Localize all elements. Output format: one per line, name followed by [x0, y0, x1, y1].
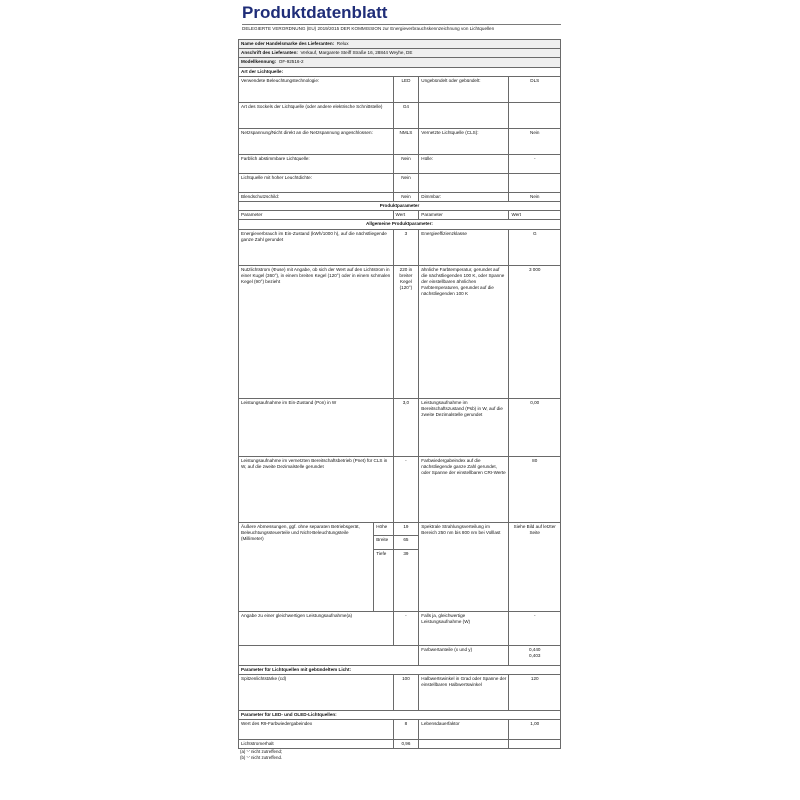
- type-row: [239, 102, 561, 128]
- led-header: Parameter für LED- und OLED-Lichtquellen:: [239, 710, 561, 719]
- led-label: [419, 740, 509, 749]
- type-header-row: [239, 67, 561, 76]
- column-header: Parameter: [239, 211, 394, 220]
- param-label: ähnliche Farbtemperatur, gerundet auf die nächstliegenden 100 K, oder Spanne der einstellbaren ähnlichen Farbtemperaturen, gerundet auf die nächstliegenden 100 K: [419, 265, 509, 398]
- directional-header-row: [239, 665, 561, 674]
- column-header: Wert: [393, 211, 419, 220]
- led-row: [239, 740, 561, 749]
- peak-intensity-label: Spitzenlichtstärke (cd): [239, 674, 394, 710]
- general-row: [239, 265, 561, 398]
- led-row: [239, 720, 561, 740]
- supplier-row: [239, 40, 561, 49]
- type-row: [239, 76, 561, 102]
- beam-angle-value: 120: [509, 674, 561, 710]
- type-row: [239, 154, 561, 173]
- led-value: 0,96: [393, 740, 419, 749]
- param-value: 220 in breiter Kegel (120°): [393, 265, 419, 398]
- led-label: Wert des R9-Farbwiedergabeindex: [239, 720, 394, 740]
- spectral-label: Spektrale Strahlungsverteilung im Bereich 250 nm bis 800 nm bei Volllast: [419, 522, 509, 611]
- general-header: Allgemeine Produktparameter:: [239, 220, 561, 229]
- type-label: [419, 102, 509, 128]
- equivalent-row: [239, 611, 561, 645]
- led-label: Lichtstromerhalt: [239, 740, 394, 749]
- address-row: [239, 49, 561, 58]
- led-value: 8: [393, 720, 419, 740]
- dimension-name: Höhe: [374, 522, 393, 536]
- supplier-label: Name oder Handelsmarke des Lieferanten:: [241, 41, 335, 46]
- param-value: G: [509, 229, 561, 265]
- dimensions-label: Äußere Abmessungen, ggf. ohne separaten Betriebsgerät, Beleuchtungssteuerteile und Nicht-Beleuchtungsteile (Millimeter): [239, 522, 374, 611]
- led-value: 1,00: [509, 720, 561, 740]
- param-label: Leistungsaufnahme im Ein-Zustand (Pon) in W: [239, 398, 394, 456]
- footnote: (a) '-' nicht zutreffend;: [240, 749, 283, 755]
- type-label: Lichtquelle mit hoher Leuchtdichte:: [239, 173, 394, 192]
- param-value: -: [393, 456, 419, 522]
- type-label: Blendschutzschild:: [239, 192, 394, 201]
- address-value: Verkauf, Margarete Steiff Straße 16, 28844 Weyhe, DE: [300, 50, 413, 56]
- type-value: G4: [393, 102, 419, 128]
- equivalent-value: -: [393, 611, 419, 645]
- param-value: 3: [393, 229, 419, 265]
- param-label: Nutzlichtstrom (Φuse) mit Angabe, ob sich der Wert auf den Lichtstrom in einer Kugel (360°), in einem breiten Kegel (120°) oder in einem schmalen Kegel (90°) bezieht: [239, 265, 394, 398]
- type-label: Art des Sockels der Lichtquelle (oder andere elektrische Schnittstelle): [239, 102, 394, 128]
- type-header: Art der Lichtquelle:: [239, 67, 561, 76]
- address-label: Anschrift des Lieferanten:: [241, 50, 298, 56]
- column-header: Parameter: [419, 211, 509, 220]
- dimension-row: [239, 522, 561, 536]
- type-value: Nein: [509, 192, 561, 201]
- param-value: 3,0: [393, 398, 419, 456]
- spectral-value: Siehe Bild auf letzter Seite: [509, 522, 561, 611]
- equivalent-label: Angabe zu einer gleichwertigen Leistungsaufnahme(a): [239, 611, 394, 645]
- led-value: [509, 740, 561, 749]
- type-value: Nein: [509, 128, 561, 154]
- column-header-row: [239, 211, 561, 220]
- type-value: Nein: [393, 192, 419, 201]
- supplier-value: Relux: [336, 41, 349, 46]
- footnote: (b) '-' nicht zutreffend.: [240, 755, 283, 761]
- equivalent-power-value: -: [509, 611, 561, 645]
- chromaticity-value: 0,440 0,403: [509, 645, 561, 665]
- param-value: 3 000: [509, 265, 561, 398]
- type-value: DLS: [509, 76, 561, 102]
- equivalent-power-label: Falls ja, gleichwertige Leistungsaufnahme (W): [419, 611, 509, 645]
- dimension-value: 19: [393, 522, 419, 536]
- model-label: Modellkennung:: [241, 59, 277, 65]
- directional-header: Parameter für Lichtquellen mit gebündeltem Licht:: [239, 665, 561, 674]
- directional-row: [239, 674, 561, 710]
- led-label: Lebensdauerfaktor: [419, 720, 509, 740]
- type-value: [509, 173, 561, 192]
- type-label: Vernetzte Lichtquelle (CLS):: [419, 128, 509, 154]
- regulation-subtitle: DELEGIERTE VERORDNUNG (EU) 2019/2015 DER KOMMISSION zur Energieverbrauchskennzeichnung von Lichtquellen: [242, 24, 561, 39]
- product-params-header-row: [239, 202, 561, 211]
- type-row: [239, 192, 561, 201]
- type-value: NMLS: [393, 128, 419, 154]
- type-label: [419, 173, 509, 192]
- general-row: [239, 398, 561, 456]
- type-label: Farblich abstimmbare Lichtquelle:: [239, 154, 394, 173]
- type-label: Netzspannung/Nicht direkt an die Netzspannung angeschlossen:: [239, 128, 394, 154]
- chromaticity-row: [239, 645, 561, 665]
- type-row: [239, 173, 561, 192]
- peak-intensity-value: 100: [393, 674, 419, 710]
- type-value: Nein: [393, 173, 419, 192]
- column-header: Wert: [509, 211, 561, 220]
- param-label: Energieverbrauch im Ein-Zustand (kWh/1000 h), auf die nächstliegende ganze Zahl gerundet: [239, 229, 394, 265]
- type-value: Nein: [393, 154, 419, 173]
- model-row: [239, 58, 561, 67]
- param-label: Leistungsaufnahme im vernetzten Bereitschaftsbetrieb (Pnet) für CLS in W, auf die zweite Dezimalstelle gerundet: [239, 456, 394, 522]
- product-data-sheet: [238, 2, 561, 798]
- general-header-row: [239, 220, 561, 229]
- general-row: [239, 229, 561, 265]
- dimension-value: 39: [393, 549, 419, 611]
- param-label: Leistungsaufnahme im Bereitschaftszustand (Psb) in W, auf die zweite Dezimalstelle gerundet: [419, 398, 509, 456]
- param-label: Farbwiedergabeindex auf die nächstliegende ganze Zahl gerundet, oder Spanne der einstellbaren CRI-Werte: [419, 456, 509, 522]
- type-label: Verwendete Beleuchtungstechnologie:: [239, 76, 394, 102]
- param-label: Energieeffizienzklasse: [419, 229, 509, 265]
- type-value: [509, 102, 561, 128]
- model-value: OF-92516-2: [278, 59, 304, 65]
- dimension-value: 65: [393, 536, 419, 550]
- general-row: [239, 456, 561, 522]
- param-value: 80: [509, 456, 561, 522]
- chromaticity-label: Farbwertanteile (x und y): [419, 645, 509, 665]
- type-row: [239, 128, 561, 154]
- data-table: [238, 39, 561, 749]
- dimension-name: Breite: [374, 536, 393, 550]
- type-value: -: [509, 154, 561, 173]
- param-value: 0,00: [509, 398, 561, 456]
- page-title: Produktdatenblatt: [242, 3, 388, 22]
- dimension-name: Tiefe: [374, 549, 393, 611]
- beam-angle-label: Halbwertswinkel in Grad oder Spanne der einstellbaren Halbwertswinkel: [419, 674, 509, 710]
- type-value: LED: [393, 76, 419, 102]
- type-label: Dimmbar:: [419, 192, 509, 201]
- type-label: Hülle:: [419, 154, 509, 173]
- led-header-row: [239, 710, 561, 719]
- type-label: Ungebündelt oder gebündelt:: [419, 76, 509, 102]
- product-params-header: Produktparameter: [239, 202, 561, 211]
